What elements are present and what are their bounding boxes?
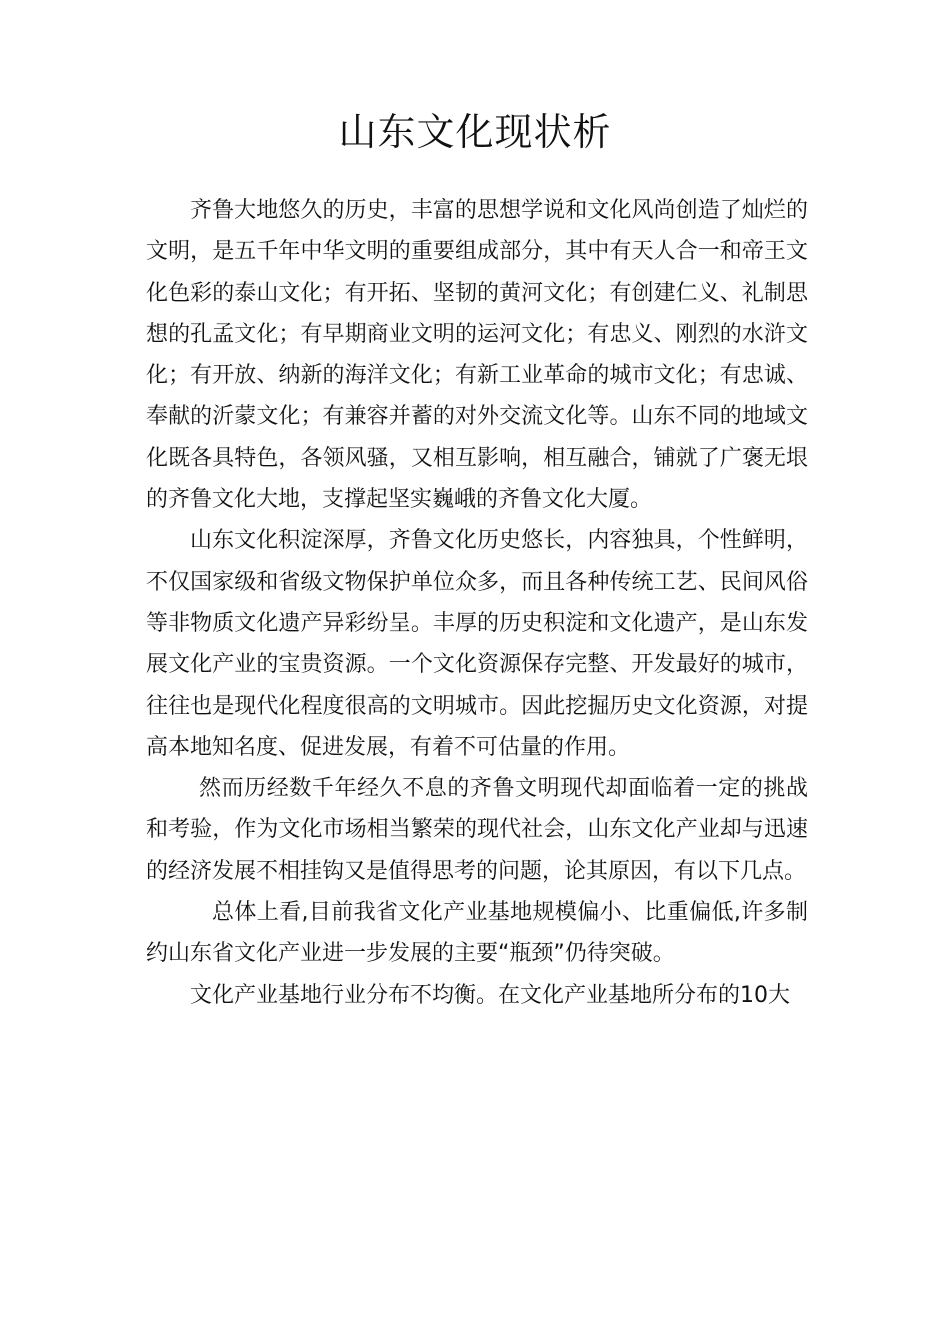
- document-title: 山东文化现状析: [338, 110, 612, 154]
- paragraph-3: 然而历经数千年经久不息的齐鲁文明现代却面临着一定的挑战和考验，作为文化市场相当繁荣的现代社会，山东文化产业却与迅速的经济发展不相挂钩又是值得思考的问题，论其原因，有以下几点。: [146, 776, 808, 884]
- paragraph-5: 文化产业基地行业分布不均衡。在文化产业基地所分布的10大: [190, 982, 790, 1008]
- paragraph-4: 总体上看,目前我省文化产业基地规模偏小、比重偏低,许多制约山东省文化产业进一步发展的主要“瓶颈”仍待突破。: [146, 900, 808, 967]
- paragraph-1: 齐鲁大地悠久的历史，丰富的思想学说和文化风尚创造了灿烂的文明，是五千年中华文明的重要组成部分，其中有天人合一和帝王文化色彩的泰山文化；有开拓、坚韧的黄河文化；有创建仁义、礼制思想的孔孟文化；有早期商业文明的运河文化；有忠义、刚烈的水浒文化；有开放、纳新的海洋文化；有新工业革命的城市文化；有忠诚、奉献的沂蒙文化；有兼容并蓄的对外交流文化等。山东不同的地域文化既各具特色，各领风骚，又相互影响，相互融合，铺就了广褒无垠的齐鲁文化大地，支撑起坚实巍峨的齐鲁文化大厦。: [146, 198, 808, 513]
- document-body: [146, 190, 808, 1016]
- paragraph-2: 山东文化积淀深厚，齐鲁文化历史悠长，内容独具，个性鲜明，不仅国家级和省级文物保护单位众多，而且各种传统工艺、民间风俗等非物质文化遗产异彩纷呈。丰厚的历史积淀和文化遗产，是山东发展文化产业的宝贵资源。一个文化资源保存完整、开发最好的城市，往往也是现代化程度很高的文明城市。因此挖掘历史文化资源，对提高本地知名度、促进发展，有着不可估量的作用。: [146, 528, 808, 760]
